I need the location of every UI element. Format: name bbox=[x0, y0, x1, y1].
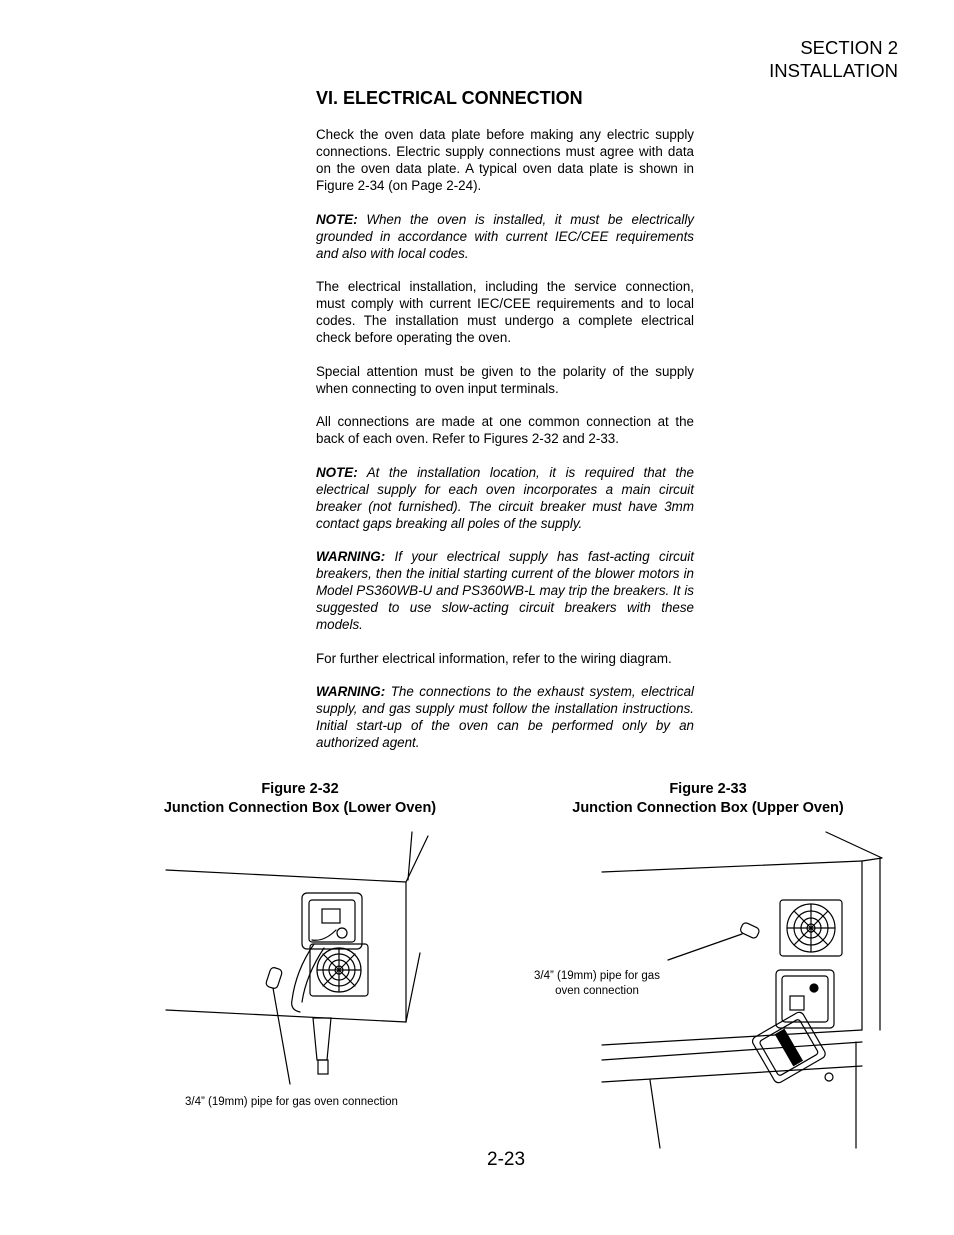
lower-oven-illustration bbox=[166, 832, 428, 1084]
gas-pipe-note-upper: 3/4” (19mm) pipe for gas oven connection bbox=[534, 970, 660, 997]
chapter-label: INSTALLATION bbox=[769, 60, 898, 81]
figure-number: Figure 2-33 bbox=[669, 781, 747, 797]
paragraph: Special attention must be given to the polarity of the supply when connecting to oven input terminals. bbox=[316, 363, 694, 396]
warning-paragraph: WARNING: If your electrical supply has fast-acting circuit breakers, then the initial starting current of the blower motors in Model PS360WB-U and PS360WB-L may trip the breakers. It is suggested to use slow-acting circuit breakers with these models. bbox=[316, 549, 694, 632]
figure-title: Junction Connection Box (Upper Oven) bbox=[572, 800, 844, 816]
note-paragraph: NOTE: At the installation location, it is required that the electrical supply for each oven incorporates a main circuit breaker (not furnished). The circuit breaker must have 3mm contact gaps breaking all poles of the supply. bbox=[316, 464, 694, 531]
paragraph: Check the oven data plate before making any electric supply connections. Electric supply connections must agree with data on the oven data plate. A typical oven data plate is shown in Figure 2-34 (on Page 2-24). bbox=[316, 127, 694, 193]
page-title: VI. ELECTRICAL CONNECTION bbox=[316, 88, 583, 108]
figure-number: Figure 2-32 bbox=[261, 781, 339, 797]
warning-paragraph: WARNING: The connections to the exhaust system, electrical supply, and gas supply must follow the installation instructions. Initial start-up of the oven can be performed only by an authorized agent. bbox=[316, 684, 694, 750]
paragraph: For further electrical information, refer to the wiring diagram. bbox=[316, 650, 672, 666]
gas-pipe-note-lower: 3/4” (19mm) pipe for gas oven connection bbox=[185, 1096, 398, 1108]
section-label: SECTION 2 bbox=[800, 37, 898, 58]
page-number: 2-23 bbox=[487, 1149, 526, 1170]
paragraph: All connections are made at one common connection at the back of each oven. Refer to Figures 2-32 and 2-33. bbox=[316, 414, 694, 446]
note-paragraph: NOTE: When the oven is installed, it must be electrically grounded in accordance with current IEC/CEE requirements and also with local codes. bbox=[316, 211, 694, 261]
figure-title: Junction Connection Box (Lower Oven) bbox=[163, 800, 437, 816]
paragraph: The electrical installation, including the service connection, must comply with current IEC/CEE requirements and to local codes. The installation must undergo a complete electrical check before operating the oven. bbox=[316, 279, 694, 345]
